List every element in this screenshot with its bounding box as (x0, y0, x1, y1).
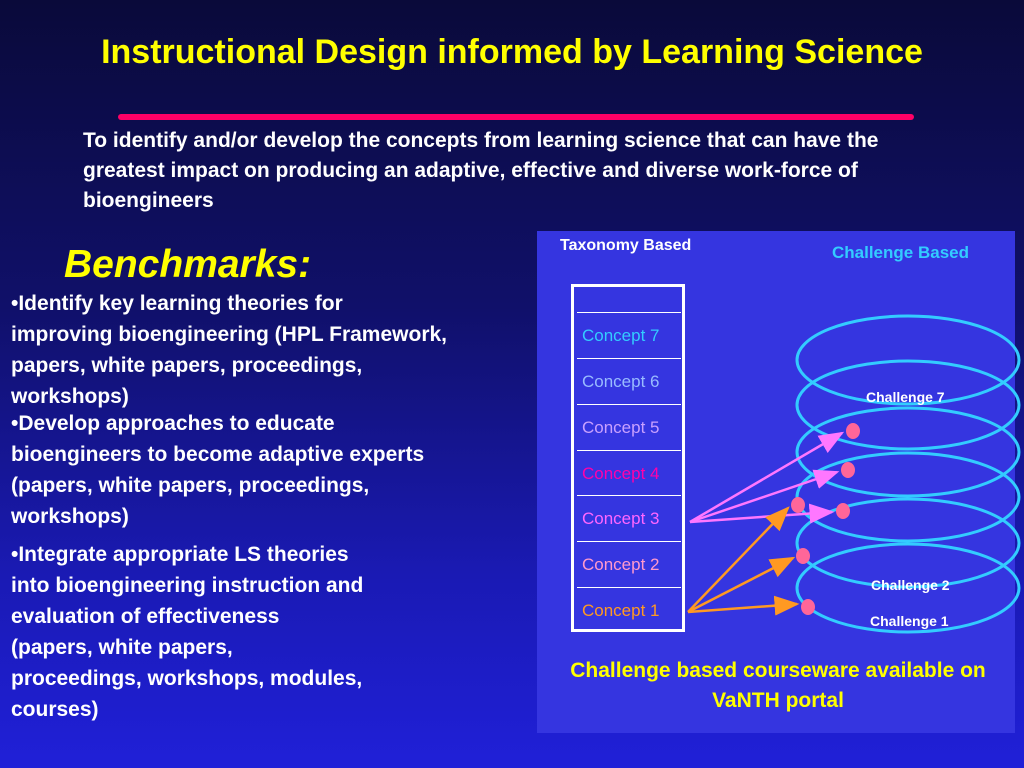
arrow-c1-low (688, 604, 797, 612)
intro-text: To identify and/or develop the concepts from learning science that can have the greatest impact on producing an adaptive, effective and diverse work-force of bioengineers (83, 129, 879, 212)
concept-4: Concept 4 (577, 450, 681, 496)
challenge-dots (791, 423, 860, 615)
concept-1: Concept 1 (577, 587, 681, 633)
challenge-based-label: Challenge Based (832, 243, 969, 262)
benchmark-bullet-2: •Develop approaches to educate bioengineers to become adaptive experts (papers, white papers, proceedings, workshops) (11, 412, 425, 528)
challenge-7-label: Challenge 7 (866, 389, 945, 405)
concept-3: Concept 3 (577, 495, 681, 541)
benchmark-bullet-3: •Integrate appropriate LS theories into bioengineering instruction and evaluation of effectiveness (papers, white papers, proceedings, workshops, modules, courses) (11, 543, 364, 721)
concept-5: Concept 5 (577, 404, 681, 450)
taxonomy-label: Taxonomy Based (560, 237, 692, 254)
dot-4 (791, 497, 805, 513)
challenge-1-label: Challenge 1 (870, 613, 949, 629)
concept-7: Concept 7 (577, 312, 681, 358)
concept-2: Concept 2 (577, 541, 681, 587)
dot-3 (836, 503, 850, 519)
arrow-c1-mid (688, 558, 793, 612)
dot-1 (846, 423, 860, 439)
benchmarks-heading: Benchmarks: (64, 243, 312, 286)
diagram-caption: Challenge based courseware available on VaNTH portal (570, 659, 986, 712)
dot-6 (801, 599, 815, 615)
arrow-c1-top (688, 508, 788, 612)
concept-6: Concept 6 (577, 358, 681, 404)
challenge-2-label: Challenge 2 (871, 577, 950, 593)
slide-title: Instructional Design informed by Learning Science (101, 33, 923, 71)
dot-2 (841, 462, 855, 478)
benchmark-bullet-1: •Identify key learning theories for improving bioengineering (HPL Framework, papers, white papers, proceedings, workshops) (11, 292, 448, 408)
dot-5 (796, 548, 810, 564)
